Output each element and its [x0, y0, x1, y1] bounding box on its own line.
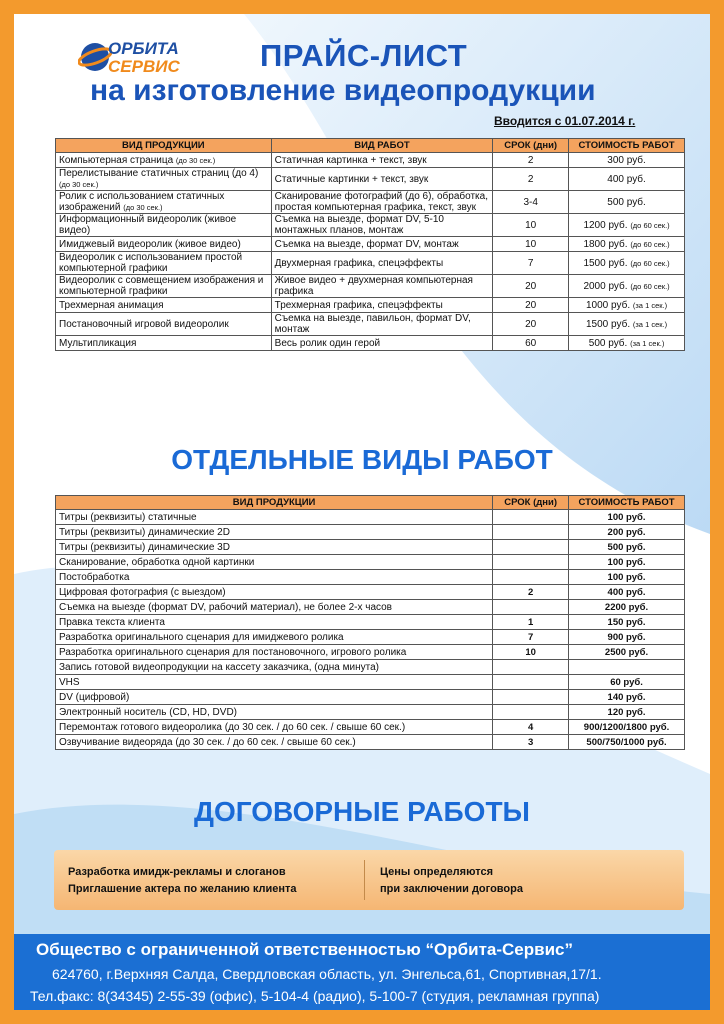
product-cell: Сканирование, обработка одной картинки: [56, 555, 493, 570]
work-cell: Съемка на выезде, формат DV, 5-10 монтажных планов, монтаж: [271, 214, 493, 237]
product-cell: Перемонтаж готового видеоролика (до 30 сек. / до 60 сек. / свыше 60 сек.): [56, 720, 493, 735]
price-note: (до 60 сек.): [630, 258, 670, 268]
product-cell: [56, 313, 272, 336]
days-cell: [493, 600, 569, 615]
work-cell: Статичная картинка + текст, звук: [271, 153, 493, 168]
page-subtitle: на изготовление видеопродукции: [90, 74, 596, 107]
table-row: [56, 615, 685, 630]
product-cell: [56, 298, 272, 313]
days-cell: 20: [493, 313, 569, 336]
product-cell: Правка текста клиента: [56, 615, 493, 630]
price-cell: 900 руб.: [569, 630, 685, 645]
price-cell: 120 руб.: [569, 705, 685, 720]
days-cell: 10: [493, 237, 569, 252]
product-note: (до 30 сек.): [59, 180, 99, 189]
price-cell: 100 руб.: [569, 510, 685, 525]
table-row: [56, 237, 685, 252]
contract-divider: [364, 860, 365, 900]
price-note: (до 60 сек.): [630, 220, 670, 230]
product-cell: Запись готовой видеопродукции на кассету заказчика, (одна минута): [56, 660, 493, 675]
contract-services: [68, 864, 297, 898]
price-value: 300 руб.: [607, 154, 646, 166]
product-cell: [56, 214, 272, 237]
product-cell: Разработка оригинального сценария для постановочного, игрового ролика: [56, 645, 493, 660]
table-row: [56, 585, 685, 600]
days-cell: 7: [493, 630, 569, 645]
product-cell: [56, 191, 272, 214]
footer: [14, 934, 710, 1010]
days-cell: [493, 660, 569, 675]
work-cell: Статичные картинки + текст, звук: [271, 168, 493, 191]
column-header-product: ВИД ПРОДУКЦИИ: [56, 139, 272, 153]
product-name: Постановочный игровой видеоролик: [59, 318, 229, 330]
product-note: (до 30 сек.): [123, 203, 163, 212]
logo-text: [108, 40, 180, 76]
days-cell: 3-4: [493, 191, 569, 214]
days-cell: [493, 510, 569, 525]
product-name: Мультипликация: [59, 337, 137, 349]
price-cell: [569, 336, 685, 351]
price-cell: 500/750/1000 руб.: [569, 735, 685, 750]
price-cell: [569, 660, 685, 675]
price-cell: 2500 руб.: [569, 645, 685, 660]
table-row: [56, 153, 685, 168]
work-cell: Трехмерная графика, спецэффекты: [271, 298, 493, 313]
product-cell: Цифровая фотография (с выездом): [56, 585, 493, 600]
days-cell: [493, 570, 569, 585]
price-value: 1500 руб.: [586, 318, 631, 330]
product-cell: [56, 252, 272, 275]
price-sheet: [14, 14, 710, 934]
table-row: [56, 336, 685, 351]
product-cell: Разработка оригинального сценария для имиджевого ролика: [56, 630, 493, 645]
globe-logo-icon: [78, 40, 112, 74]
table-row: [56, 275, 685, 298]
work-cell: Весь ролик один герой: [271, 336, 493, 351]
days-cell: [493, 675, 569, 690]
contract-note-2: при заключении договора: [380, 883, 523, 895]
table-row: [56, 555, 685, 570]
days-cell: 4: [493, 720, 569, 735]
column-header-price: СТОИМОСТЬ РАБОТ: [569, 496, 685, 510]
price-cell: [569, 214, 685, 237]
price-cell: 400 руб.: [569, 585, 685, 600]
work-cell: Двухмерная графика, спецэффекты: [271, 252, 493, 275]
price-note: (до 60 сек.): [630, 239, 670, 249]
price-value: 1200 руб.: [583, 219, 628, 231]
work-cell: Сканирование фотографий (до 6), обработка, простая компьютерная графика, текст, звук: [271, 191, 493, 214]
product-name: Трехмерная анимация: [59, 299, 164, 311]
table-row: [56, 720, 685, 735]
contract-price-note: [380, 864, 523, 898]
price-cell: 140 руб.: [569, 690, 685, 705]
main-price-table: [55, 138, 685, 351]
column-header-price: СТОИМОСТЬ РАБОТ: [569, 139, 685, 153]
table-row: [56, 570, 685, 585]
price-cell: 900/1200/1800 руб.: [569, 720, 685, 735]
column-header-product: ВИД ПРОДУКЦИИ: [56, 496, 493, 510]
product-name: Имиджевый видеоролик (живое видео): [59, 238, 241, 250]
price-value: 500 руб.: [588, 337, 628, 349]
days-cell: 10: [493, 214, 569, 237]
product-cell: Озвучивание видеоряда (до 30 сек. / до 60 сек. / свыше 60 сек.): [56, 735, 493, 750]
logo-line-2: СЕРВИС: [108, 57, 180, 76]
company-phones: Тел.факс: 8(34345) 2-55-39 (офис), 5-104-4 (радио), 5-100-7 (студия, рекламная группа): [30, 988, 600, 1004]
contract-box: [54, 850, 684, 910]
product-cell: Титры (реквизиты) динамические 2D: [56, 525, 493, 540]
price-cell: [569, 298, 685, 313]
price-value: 2000 руб.: [583, 280, 628, 292]
column-header-days: СРОК (дни): [493, 139, 569, 153]
effective-date: Вводится с 01.07.2014 г.: [494, 114, 636, 128]
days-cell: [493, 555, 569, 570]
price-note: (за 1 сек.): [632, 300, 668, 310]
product-cell: Съемка на выезде (формат DV, рабочий материал), не более 2-х часов: [56, 600, 493, 615]
product-name: Видеоролик с использованием простой компьютерной графики: [59, 252, 243, 274]
product-cell: Титры (реквизиты) динамические 3D: [56, 540, 493, 555]
table-row: [56, 705, 685, 720]
product-name: Перелистывание статичных страниц (до 4): [59, 168, 259, 179]
days-cell: 1: [493, 615, 569, 630]
product-name: Информационный видеоролик (живое видео): [59, 214, 237, 236]
column-header-days: СРОК (дни): [493, 496, 569, 510]
days-cell: 2: [493, 153, 569, 168]
price-cell: [569, 275, 685, 298]
price-cell: 2200 руб.: [569, 600, 685, 615]
product-name: Компьютерная страница: [59, 154, 174, 166]
company-address: 624760, г.Верхняя Салда, Свердловская область, ул. Энгельса,61, Спортивная,17/1.: [52, 966, 602, 982]
table-row: [56, 214, 685, 237]
price-cell: 60 руб.: [569, 675, 685, 690]
table-row: [56, 540, 685, 555]
price-cell: 100 руб.: [569, 555, 685, 570]
days-cell: 20: [493, 298, 569, 313]
product-cell: Электронный носитель (CD, HD, DVD): [56, 705, 493, 720]
days-cell: [493, 525, 569, 540]
price-cell: 150 руб.: [569, 615, 685, 630]
table-row: [56, 168, 685, 191]
table-row: [56, 298, 685, 313]
table-row: [56, 675, 685, 690]
product-cell: [56, 153, 272, 168]
product-cell: [56, 168, 272, 191]
price-value: 1800 руб.: [583, 238, 628, 250]
table-row: [56, 735, 685, 750]
company-name: Общество с ограниченной ответственностью “Орбита-Сервис”: [36, 940, 573, 959]
product-cell: [56, 237, 272, 252]
table-row: [56, 690, 685, 705]
table-row: [56, 252, 685, 275]
contract-note-1: Цены определяются: [380, 866, 493, 878]
separate-price-table: [55, 495, 685, 750]
logo-line-1: ОРБИТА: [108, 39, 179, 58]
days-cell: 2: [493, 168, 569, 191]
table-row: [56, 510, 685, 525]
table-row: [56, 525, 685, 540]
work-cell: Съемка на выезде, павильон, формат DV, монтаж: [271, 313, 493, 336]
product-cell: [56, 336, 272, 351]
price-value: 500 руб.: [607, 196, 646, 208]
contract-service-2: Приглашение актера по желанию клиента: [68, 883, 297, 895]
table-row: [56, 630, 685, 645]
product-cell: Титры (реквизиты) статичные: [56, 510, 493, 525]
product-cell: DV (цифровой): [56, 690, 493, 705]
price-cell: [569, 168, 685, 191]
price-note: (за 1 сек.): [630, 338, 665, 348]
contract-service-1: Разработка имидж-рекламы и слоганов: [68, 866, 286, 878]
price-cell: 500 руб.: [569, 540, 685, 555]
price-note: (за 1 сек.): [632, 319, 668, 329]
days-cell: 3: [493, 735, 569, 750]
price-cell: [569, 252, 685, 275]
price-cell: 100 руб.: [569, 570, 685, 585]
product-cell: Постобработка: [56, 570, 493, 585]
product-cell: VHS: [56, 675, 493, 690]
days-cell: [493, 690, 569, 705]
days-cell: 7: [493, 252, 569, 275]
days-cell: 2: [493, 585, 569, 600]
price-cell: 200 руб.: [569, 525, 685, 540]
price-value: 1500 руб.: [583, 257, 628, 269]
price-value: 400 руб.: [607, 173, 646, 185]
table-row: [56, 313, 685, 336]
product-name: Видеоролик с совмещением изображения и компьютерной графики: [59, 275, 264, 297]
product-cell: [56, 275, 272, 298]
column-header-work: ВИД РАБОТ: [271, 139, 493, 153]
table-row: [56, 600, 685, 615]
section-title-separate: ОТДЕЛЬНЫЕ ВИДЫ РАБОТ: [171, 444, 553, 475]
days-cell: 20: [493, 275, 569, 298]
product-note: (до 30 сек.): [175, 155, 216, 165]
section-title-contract: ДОГОВОРНЫЕ РАБОТЫ: [194, 796, 530, 827]
price-cell: [569, 191, 685, 214]
table-row: [56, 191, 685, 214]
work-cell: Съемка на выезде, формат DV, монтаж: [271, 237, 493, 252]
work-cell: Живое видео + двухмерная компьютерная графика: [271, 275, 493, 298]
price-cell: [569, 313, 685, 336]
days-cell: [493, 540, 569, 555]
days-cell: 10: [493, 645, 569, 660]
table-row: [56, 645, 685, 660]
table-row: [56, 660, 685, 675]
days-cell: [493, 705, 569, 720]
price-cell: [569, 237, 685, 252]
price-cell: [569, 153, 685, 168]
price-note: (до 60 сек.): [630, 281, 670, 291]
days-cell: 60: [493, 336, 569, 351]
product-name: Ролик с использованием статичных изображений: [59, 191, 225, 213]
price-value: 1000 руб.: [586, 299, 631, 311]
page-title: ПРАЙС-ЛИСТ: [260, 38, 468, 73]
